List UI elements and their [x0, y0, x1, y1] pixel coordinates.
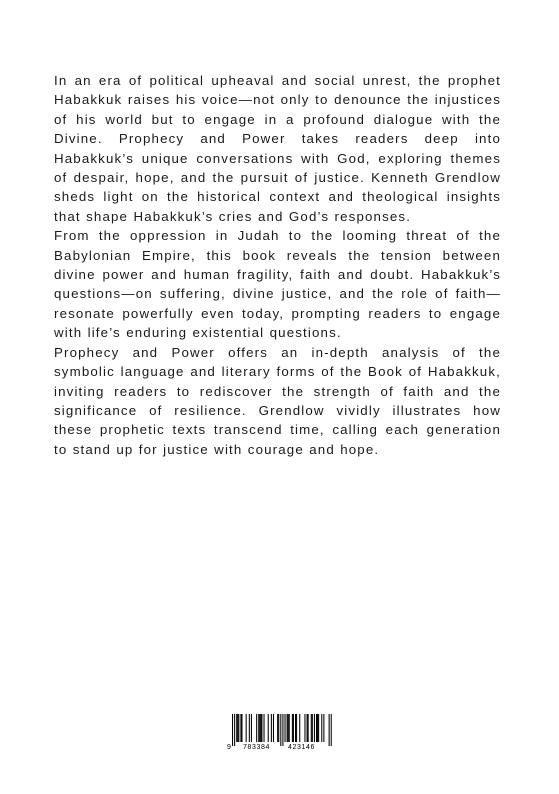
barcode-bar [241, 714, 242, 742]
barcode-bar [237, 714, 238, 742]
barcode-bar [293, 714, 294, 742]
barcode-bar [329, 714, 330, 746]
barcode-bar [288, 714, 289, 742]
barcode-bar [296, 714, 297, 742]
barcode-bar [289, 714, 290, 742]
blurb-paragraph-1: In an era of political upheaval and social unrest, the prophet Habakkuk raises his voice—not only to denounce the injustices of his world but to engage in a profound dialogue with the Divine. Prophecy and Power takes readers deep into Habakkuk’s unique conversations with God, exploring themes of despair, hope, and the pursuit of justice. Kenneth Grendlow sheds light on the historical context and theological insights that shape Habakkuk’s cries and God’s responses. [54, 73, 501, 224]
barcode-bar [259, 714, 260, 742]
barcode-bar [311, 714, 312, 742]
barcode-bar [256, 714, 257, 742]
isbn-first-digit: 9 [227, 744, 231, 751]
barcode-bar [251, 714, 252, 742]
barcode-bar [316, 714, 317, 742]
barcode-bar [314, 714, 315, 742]
barcode-bar [282, 714, 283, 746]
isbn-barcode [226, 714, 332, 754]
barcode-bar [304, 714, 305, 742]
barcode-bars-icon [226, 714, 332, 746]
barcode-bar [236, 714, 237, 742]
blurb-paragraph-3: Prophecy and Power offers an in-depth analysis of the symbolic language and literary forms of the Book of Habakkuk, inviting readers to rediscover the strength of faith and the significance of resilience. Grendlow vividly illustrates how these prophetic texts transcend time, calling each generation to stand up for justice with courage and hope. [54, 344, 501, 457]
barcode-bar [249, 714, 250, 742]
barcode-bar [321, 714, 322, 742]
barcode-bar [234, 714, 235, 746]
barcode-bar [277, 714, 278, 742]
barcode-bar [278, 714, 279, 742]
barcode-bar [299, 714, 300, 742]
barcode-bar [271, 714, 272, 742]
barcode-bar [264, 714, 265, 742]
barcode-bar [331, 714, 332, 746]
barcode-bar [260, 714, 261, 742]
barcode-bar [318, 714, 319, 742]
barcode-bar [268, 714, 269, 742]
barcode-bar [323, 714, 324, 742]
barcode-bar [307, 714, 308, 742]
barcode-bar [292, 714, 293, 742]
barcode-bar [246, 714, 247, 742]
blurb-text [54, 71, 501, 459]
isbn-left-group: 783384 [243, 744, 270, 751]
barcode-bar [317, 714, 318, 742]
isbn-right-group: 423146 [288, 744, 315, 751]
isbn-number [226, 743, 332, 753]
barcode-bar [240, 714, 241, 742]
barcode-bar [280, 714, 281, 746]
barcode-bar [285, 714, 286, 742]
barcode-bar [287, 714, 288, 742]
barcode-bar [295, 714, 296, 742]
barcode-bar [312, 714, 313, 742]
blurb-paragraph-2: From the oppression in Judah to the looming threat of the Babylonian Empire, this book reveals the tension between divine power and human fragility, faith and doubt. Habakkuk’s questions—on suffering, divine justice, and the role of faith—resonate powerfully even today, prompting readers to engage with life’s enduring existential questions. [54, 228, 501, 341]
barcode-bar [238, 714, 239, 742]
barcode-bar [261, 714, 262, 742]
barcode-bar [308, 714, 309, 742]
barcode-bar [258, 714, 259, 742]
barcode-bar [273, 714, 274, 742]
barcode-bar [232, 714, 233, 746]
